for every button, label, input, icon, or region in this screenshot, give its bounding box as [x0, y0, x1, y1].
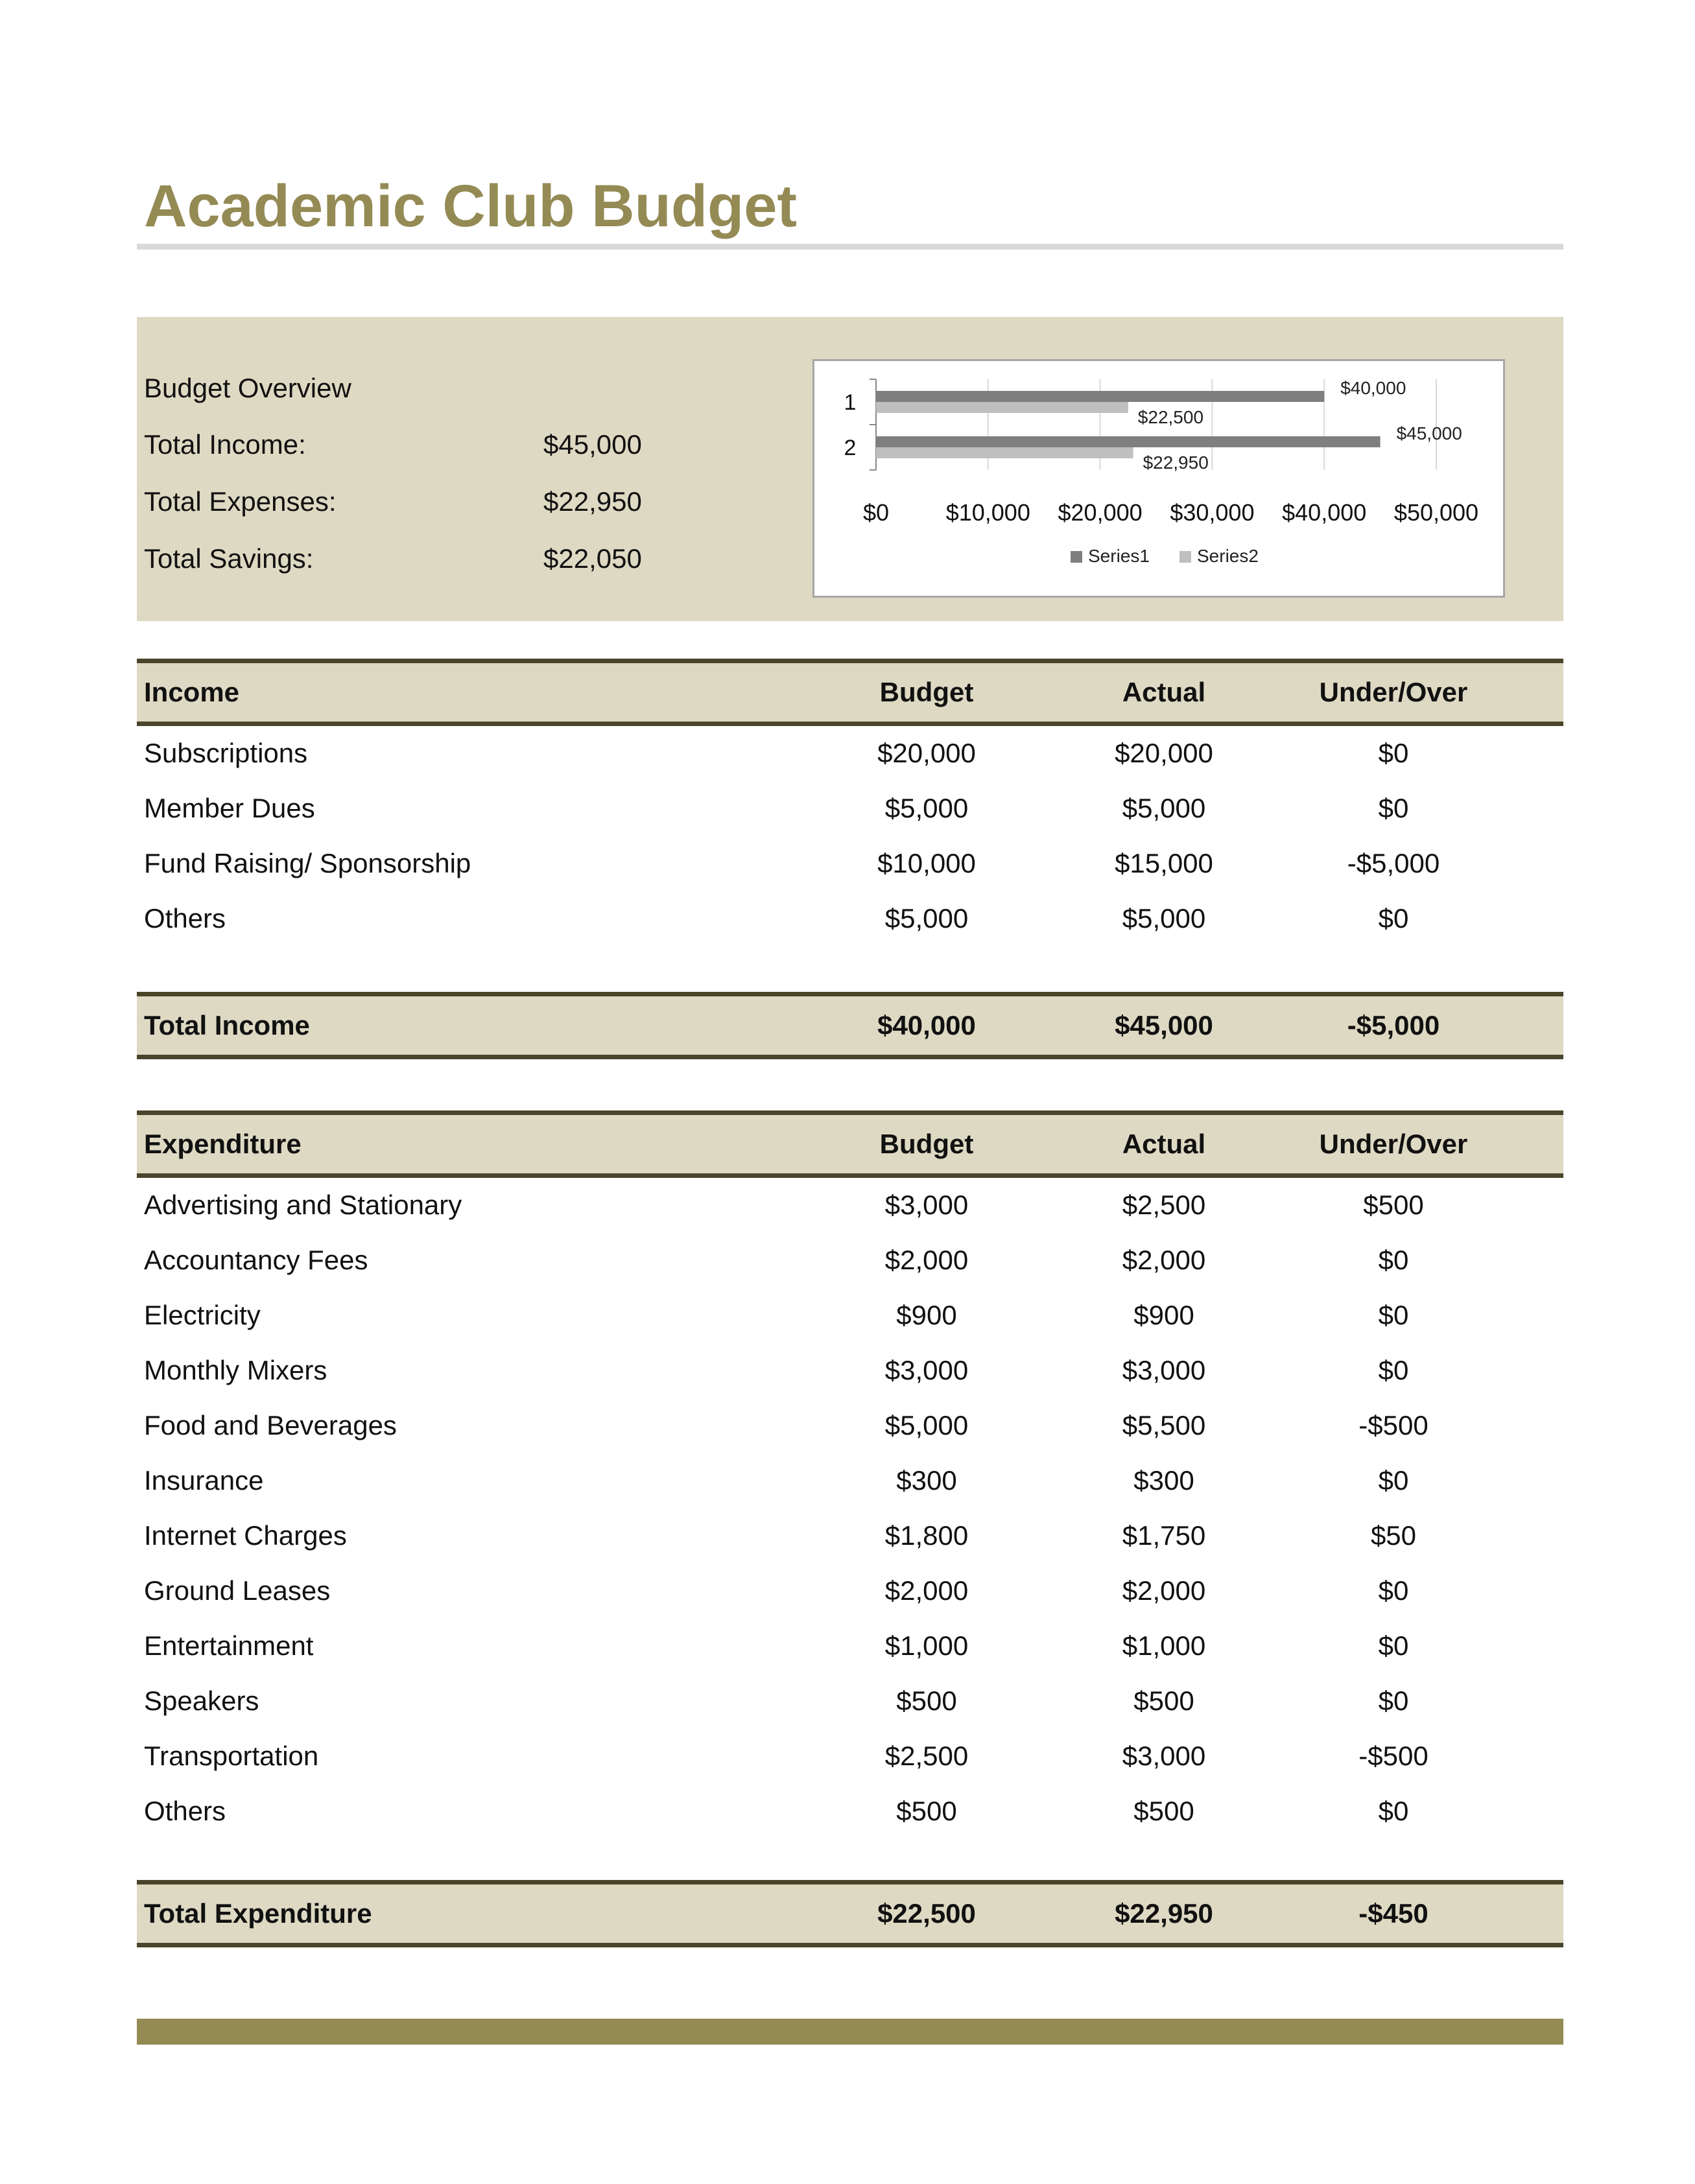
- chart-legend-label: Series2: [1197, 546, 1259, 566]
- income-total-row: [137, 992, 1563, 1059]
- row-label: Subscriptions: [144, 738, 308, 768]
- row-label: Fund Raising/ Sponsorship: [144, 848, 471, 878]
- income-col-header: Income: [144, 677, 240, 707]
- overview-income-label: Total Income:: [144, 429, 306, 460]
- row-under-over: -$5,000: [1347, 848, 1440, 878]
- row-budget: $300: [896, 1465, 957, 1496]
- row-actual: $5,000: [1122, 793, 1206, 823]
- row-budget: $1,800: [884, 1520, 969, 1551]
- row-budget: $500: [896, 1685, 957, 1716]
- total-actual: $45,000: [1115, 1010, 1213, 1040]
- row-label: Advertising and Stationary: [144, 1190, 462, 1220]
- table-row: [137, 1288, 1563, 1343]
- row-label: Electricity: [144, 1300, 261, 1330]
- row-label: Speakers: [144, 1685, 259, 1716]
- expenditure-col-header: Expenditure: [144, 1129, 302, 1159]
- row-under-over: $0: [1378, 1796, 1409, 1826]
- row-budget: $2,000: [884, 1575, 969, 1606]
- table-row: [137, 1233, 1563, 1288]
- overview-savings-value: $22,050: [543, 543, 642, 574]
- total-budget: $22,500: [877, 1898, 976, 1929]
- row-label: Others: [144, 903, 226, 933]
- overview-expenses-label: Total Expenses:: [144, 486, 337, 517]
- total-under-over: -$5,000: [1347, 1010, 1440, 1040]
- row-label: Ground Leases: [144, 1575, 331, 1606]
- footer-bar: [137, 2019, 1563, 2045]
- table-row: [137, 1398, 1563, 1453]
- overview-savings-label: Total Savings:: [144, 543, 314, 574]
- row-actual: $5,000: [1122, 903, 1206, 933]
- chart-category-label: 2: [844, 436, 857, 460]
- under-over-col-header: Under/Over: [1319, 677, 1468, 707]
- overview-expenses-value: $22,950: [543, 486, 642, 517]
- row-under-over: $0: [1378, 903, 1409, 933]
- table-row: [137, 1343, 1563, 1398]
- chart-data-label: $45,000: [1396, 423, 1462, 443]
- row-actual: $1,000: [1122, 1630, 1206, 1661]
- total-budget: $40,000: [877, 1010, 976, 1040]
- row-budget: $900: [896, 1300, 957, 1330]
- income-rows: [137, 726, 1563, 946]
- row-budget: $5,000: [884, 903, 969, 933]
- row-label: Internet Charges: [144, 1520, 347, 1551]
- row-under-over: $0: [1378, 1630, 1409, 1661]
- overview-income-value: $45,000: [543, 429, 642, 460]
- row-budget: $20,000: [877, 738, 976, 768]
- table-row: [137, 1619, 1563, 1674]
- chart-x-tick-label: $0: [862, 499, 890, 526]
- chart-x-tick-label: $20,000: [1058, 499, 1143, 526]
- row-under-over: $0: [1378, 1300, 1409, 1330]
- chart-x-tick-label: $30,000: [1170, 499, 1255, 526]
- title-divider: [137, 244, 1563, 250]
- row-budget: $3,000: [884, 1190, 969, 1220]
- row-budget: $10,000: [877, 848, 976, 878]
- row-label: Insurance: [144, 1465, 264, 1496]
- chart-legend-label: Series1: [1088, 546, 1150, 566]
- row-label: Monthly Mixers: [144, 1355, 327, 1385]
- row-label: Others: [144, 1796, 226, 1826]
- table-row: [137, 781, 1563, 836]
- chart-x-tick-label: $40,000: [1282, 499, 1367, 526]
- row-under-over: -$500: [1358, 1741, 1428, 1771]
- row-actual: $5,500: [1122, 1410, 1206, 1440]
- under-over-col-header: Under/Over: [1319, 1129, 1468, 1159]
- chart-bar: [876, 447, 1133, 458]
- row-actual: $3,000: [1122, 1741, 1206, 1771]
- row-actual: $3,000: [1122, 1355, 1206, 1385]
- row-under-over: $0: [1378, 1575, 1409, 1606]
- expenditure-total-row: [137, 1880, 1563, 1947]
- row-actual: $500: [1133, 1796, 1194, 1826]
- expenditure-header-row: [137, 1110, 1563, 1178]
- row-label: Accountancy Fees: [144, 1245, 368, 1275]
- row-under-over: -$500: [1358, 1410, 1428, 1440]
- total-label: Total Expenditure: [144, 1898, 372, 1929]
- actual-col-header: Actual: [1122, 677, 1206, 707]
- row-budget: $5,000: [884, 793, 969, 823]
- row-budget: $3,000: [884, 1355, 969, 1385]
- row-label: Transportation: [144, 1741, 319, 1771]
- chart-x-tick-label: $10,000: [945, 499, 1030, 526]
- row-under-over: $0: [1378, 793, 1409, 823]
- row-label: Food and Beverages: [144, 1410, 397, 1440]
- row-under-over: $0: [1378, 1685, 1409, 1716]
- row-budget: $500: [896, 1796, 957, 1826]
- chart-data-label: $40,000: [1340, 378, 1406, 398]
- row-actual: $15,000: [1115, 848, 1213, 878]
- budget-col-header: Budget: [879, 1129, 974, 1159]
- row-actual: $900: [1133, 1300, 1194, 1330]
- row-actual: $500: [1133, 1685, 1194, 1716]
- actual-col-header: Actual: [1122, 1129, 1206, 1159]
- row-under-over: $0: [1378, 738, 1409, 768]
- row-actual: $1,750: [1122, 1520, 1206, 1551]
- row-under-over: $0: [1378, 1465, 1409, 1496]
- table-row: [137, 1784, 1563, 1839]
- row-under-over: $0: [1378, 1245, 1409, 1275]
- row-label: Member Dues: [144, 793, 315, 823]
- row-actual: $300: [1133, 1465, 1194, 1496]
- page-title: Academic Club Budget: [144, 173, 798, 239]
- row-budget: $2,500: [884, 1741, 969, 1771]
- row-budget: $1,000: [884, 1630, 969, 1661]
- row-budget: $2,000: [884, 1245, 969, 1275]
- row-under-over: $50: [1370, 1520, 1417, 1551]
- table-row: [137, 1453, 1563, 1509]
- income-header-row: [137, 659, 1563, 726]
- chart-bar: [876, 402, 1128, 413]
- table-row: [137, 1729, 1563, 1784]
- chart-bar: [876, 391, 1324, 402]
- row-actual: $2,000: [1122, 1575, 1206, 1606]
- expenditure-rows: [137, 1178, 1563, 1839]
- overview-bar-chart[interactable]: [812, 359, 1505, 598]
- chart-legend-swatch: [1179, 551, 1191, 563]
- row-label: Entertainment: [144, 1630, 314, 1661]
- chart-legend-swatch: [1071, 551, 1082, 563]
- chart-bar: [876, 436, 1381, 447]
- table-row: [137, 726, 1563, 781]
- chart-category-label: 1: [844, 390, 857, 415]
- table-row: [137, 891, 1563, 946]
- row-budget: $5,000: [884, 1410, 969, 1440]
- table-row: [137, 836, 1563, 891]
- chart-x-tick-label: $50,000: [1393, 499, 1479, 526]
- total-actual: $22,950: [1115, 1898, 1213, 1929]
- row-actual: $2,000: [1122, 1245, 1206, 1275]
- income-table: [137, 659, 1563, 946]
- row-under-over: $500: [1363, 1190, 1424, 1220]
- table-row: [137, 1674, 1563, 1729]
- total-under-over: -$450: [1358, 1898, 1428, 1929]
- budget-col-header: Budget: [879, 677, 974, 707]
- table-row: [137, 1509, 1563, 1564]
- row-actual: $2,500: [1122, 1190, 1206, 1220]
- table-row: [137, 1178, 1563, 1233]
- row-under-over: $0: [1378, 1355, 1409, 1385]
- overview-heading: Budget Overview: [144, 373, 351, 403]
- total-label: Total Income: [144, 1010, 310, 1040]
- chart-canvas: [814, 361, 1503, 596]
- chart-data-label: $22,500: [1137, 407, 1204, 427]
- table-row: [137, 1564, 1563, 1619]
- row-actual: $20,000: [1115, 738, 1213, 768]
- expenditure-table: [137, 1110, 1563, 1839]
- chart-data-label: $22,950: [1143, 452, 1209, 473]
